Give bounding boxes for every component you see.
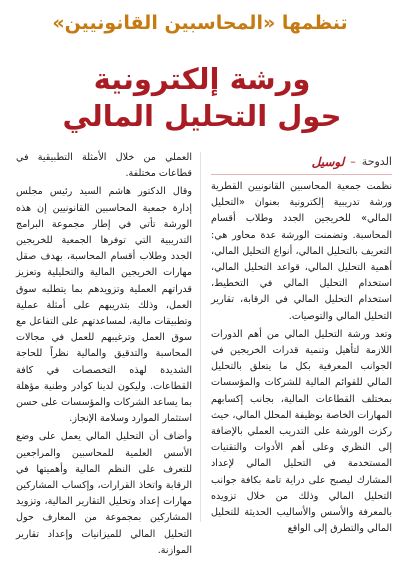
article-column-left [16, 150, 192, 561]
article-column-right [211, 150, 392, 539]
section-header [0, 0, 404, 60]
dateline-source: لوسيل [311, 154, 345, 169]
paragraph: وقال الدكتور هاشم السيد رئيس مجلس إدارة جمعية المحاسبين القانونيين إن هذه الورشة تأتي في إطار مجموعة البرامج التدريبية التي توفرها الجمعية للخريجين الجدد وطلاب أقسام المحاسبة، بهدف صقل مهارات الخريجين المالية والتحليلية وتعزيز قدراتهم العملية وتزويدهم بما يتطلبه سوق العمل، وذلك بتدريبهم على أمثلة عملية وتطبيقات مالية، لمساعدتهم على التفاعل مع سوق العمل وترغيبهم للعمل في مجالات المحاسبة والتدقيق والمالية نظراً للحاجة الشديدة لهذه التخصصات في كافة القطاعات. وليكون لدينا كوادر وطنية مؤهلة بما يساعد الشركات والمؤسسات على حسن استثمار الموارد وسلامة الإنجاز. [16, 186, 192, 425]
dateline [211, 150, 392, 175]
paragraph: وأضاف أن التحليل المالي يعمل على وضع الأسس العلمية للمحاسبين والمراجعين للتعرف على النظم المالية وأهميتها في الرقابة واتخاذ القرارات، وإكساب المشاركين مهارات إعداد وتحليل التقارير المالية، وتزويد المشاركين بمجموعة من المعارف حول التحليل المالي للميزانيات وإعداد تقارير الموازنة. [16, 431, 192, 556]
headline-line-2: حول التحليل المالي [62, 99, 342, 133]
article-headline [14, 61, 390, 135]
paragraph: نظمت جمعية المحاسبين القانونيين القطرية ورشة تدريبية إلكترونية بعنوان «التحليل المالي» للخريجين الجدد وطلاب أقسام المحاسبة. وتضمنت الورشة عدة محاور هي: التعريف بالتحليل المالي، أنواع التحليل المالي، أهمية التحليل المالي، قواعد التحليل المالي، استخدام التحليل المالي في التخطيط، استخدام التحليل المالي في الرقابة، تقارير التحليل المالي والتوصيات. [211, 181, 392, 322]
dateline-city: الدوحة [361, 154, 392, 168]
headline-line-1: ورشة إلكترونية [93, 62, 311, 96]
paragraph: وتعد ورشة التحليل المالي من أهم الدورات اللازمة لتأهيل وتنمية قدرات الخريجين في الجوانب المعرفية بكل ما يتعلق بالتحليل المالي للقوائم المالية للشركات والمؤسسات بمختلف القطاعات المالية، بجانب إكسابهم المهارات الخاصة بوظيفة المحلل المالي، حيث ركزت الورشة على التدريب العملي بالإضافة إلى النظري وعلى أهم الأدوات والتقنيات المستخدمة في التحليل المالي لإعداد المشارك ليصبح على دراية تامة بكافة جوانب التحليل المالي وذلك من خلال تزويده بالمعرفة والأسس والأساليب الحديثة للتحليل المالي والتطرق إلى الواقع [211, 328, 392, 535]
paragraph: العملي من خلال الأمثلة التطبيقية في قطاعات مختلفة. [16, 152, 192, 180]
header-kicker: تنظمها «المحاسبين القانونيين» [52, 12, 348, 34]
dateline-separator: – [350, 154, 356, 168]
column-divider [200, 152, 201, 522]
